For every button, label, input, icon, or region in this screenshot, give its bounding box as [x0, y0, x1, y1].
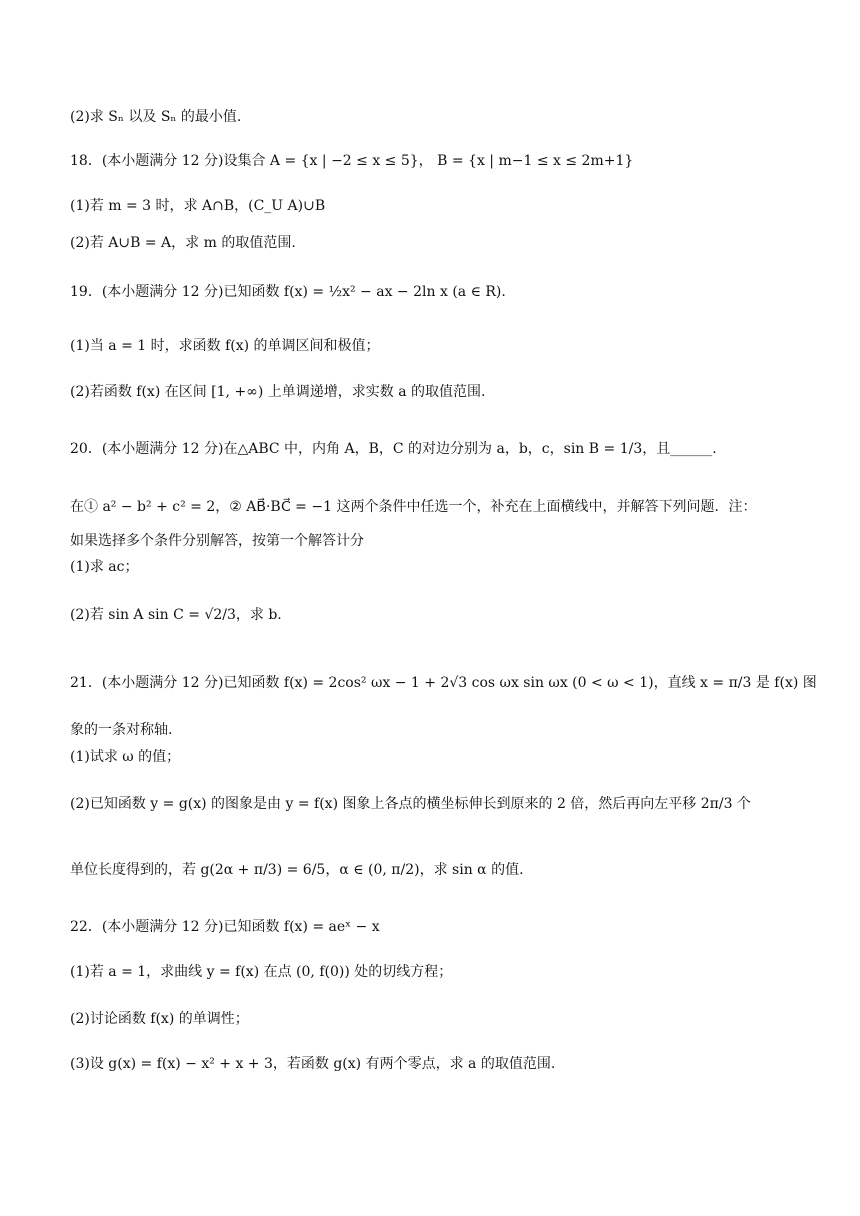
q22-part2: (2)讨论函数 f(x) 的单调性；	[70, 1011, 249, 1027]
q18-stem: 18．(本小题满分 12 分)设集合 A = {x | −2 ≤ x ≤ 5}， B = {x | m−1 ≤ x ≤ 2m+1}	[70, 153, 634, 169]
q19-part2: (2)若函数 f(x) 在区间 [1, +∞) 上单调递增，求实数 a 的取值范围.	[70, 384, 486, 400]
q19-part1: (1)当 a = 1 时，求函数 f(x) 的单调区间和极值；	[70, 338, 380, 354]
q18-part1: (1)若 m = 3 时，求 A∩B，(C_U A)∪B	[70, 198, 326, 214]
q20-note: 如果选择多个条件分别解答，按第一个解答计分	[70, 533, 364, 549]
q21-part2-cont: 单位长度得到的，若 g(2α + π/3) = 6/5，α ∈ (0, π/2)，求 sin α 的值.	[70, 862, 524, 878]
q21-stem-cont: 象的一条对称轴.	[70, 722, 173, 738]
q20-part1: (1)求 ac；	[70, 559, 139, 575]
q20-conditions: 在① a² − b² + c² = 2，② AB⃗·BC⃗ = −1 这两个条件中任选一个，补充在上面横线中，并解答下列问题．注：	[70, 499, 757, 515]
q19-stem: 19．(本小题满分 12 分)已知函数 f(x) = ½x² − ax − 2ln x (a ∈ R).	[70, 284, 506, 300]
q18-part2: (2)若 A∪B = A，求 m 的取值范围.	[70, 235, 296, 251]
q17-part2: (2)求 Sₙ 以及 Sₙ 的最小值.	[70, 109, 242, 125]
q20-part2: (2)若 sin A sin C = √2/3，求 b.	[70, 607, 282, 623]
q21-part1: (1)试求 ω 的值；	[70, 749, 181, 765]
q20-stem: 20．(本小题满分 12 分)在△ABC 中，内角 A，B，C 的对边分别为 a，b，c，sin B = 1/3，且______.	[70, 441, 717, 457]
q21-stem: 21．(本小题满分 12 分)已知函数 f(x) = 2cos² ωx − 1 + 2√3 cos ωx sin ωx (0 < ω < 1)，直线 x = π/3 是 f(x) 图	[70, 675, 817, 691]
q21-part2: (2)已知函数 y = g(x) 的图象是由 y = f(x) 图象上各点的横坐标伸长到原来的 2 倍，然后再向左平移 2π/3 个	[70, 796, 751, 812]
q22-part3: (3)设 g(x) = f(x) − x² + x + 3，若函数 g(x) 有两个零点，求 a 的取值范围.	[70, 1056, 556, 1072]
q22-stem: 22．(本小题满分 12 分)已知函数 f(x) = aeˣ − x	[70, 919, 380, 935]
q22-part1: (1)若 a = 1，求曲线 y = f(x) 在点 (0, f(0)) 处的切线方程；	[70, 964, 453, 980]
